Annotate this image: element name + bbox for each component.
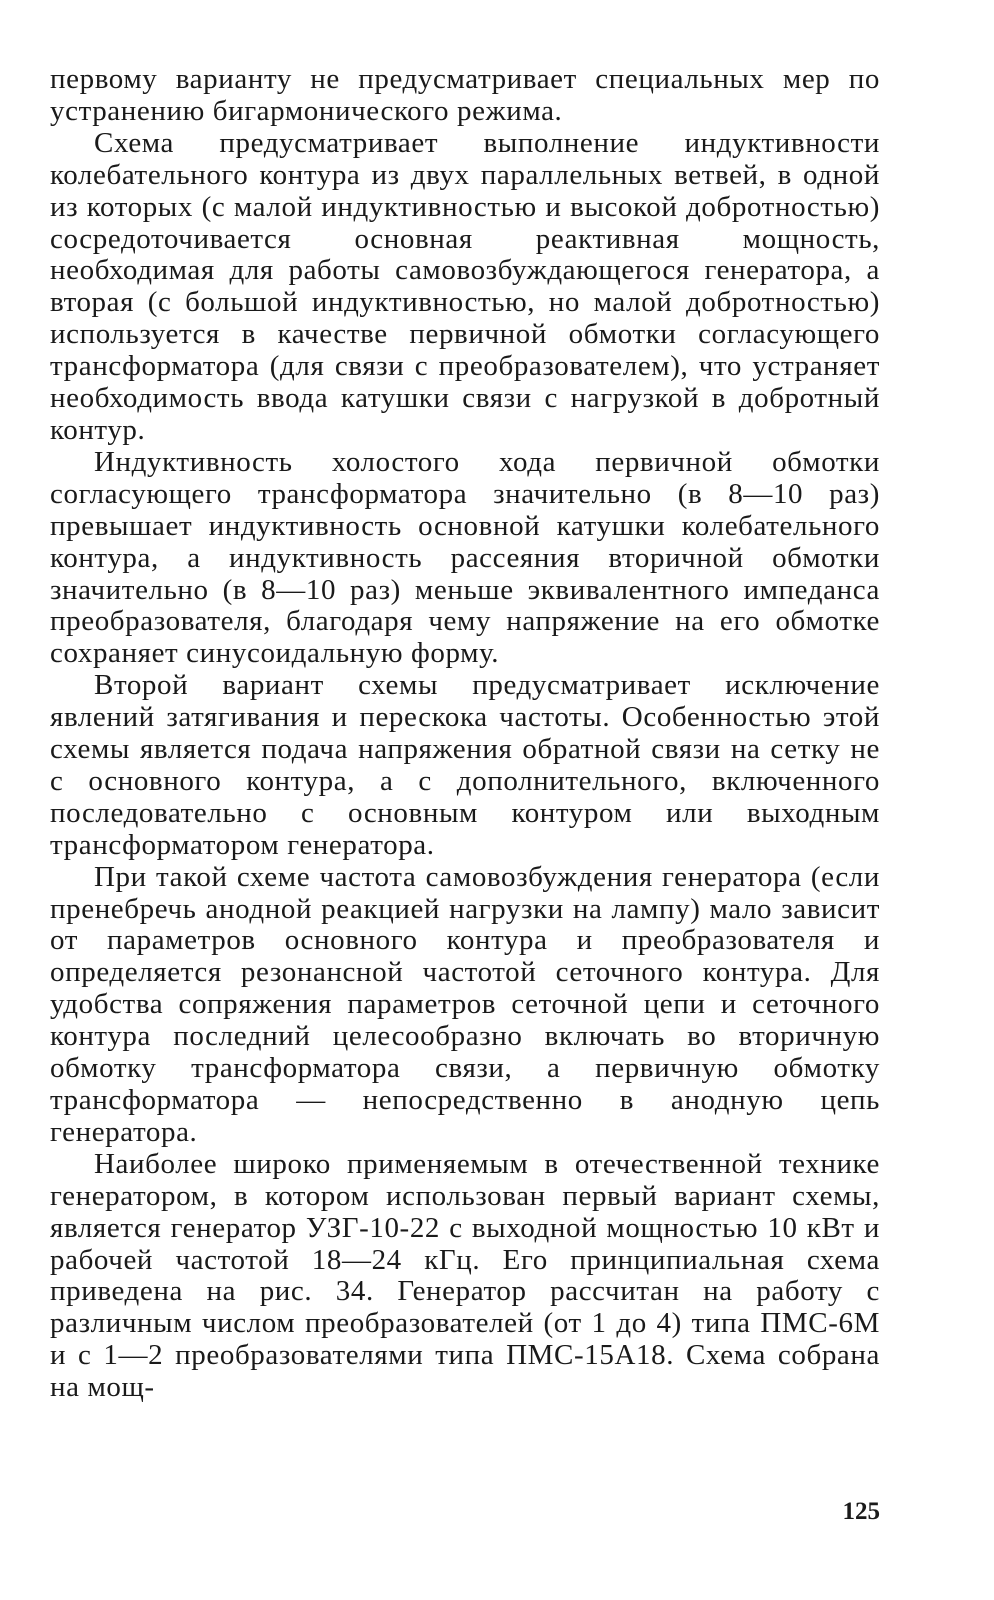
paragraph-1: первому варианту не предусматривает специальных мер по устранению бигармонического режима. <box>50 63 880 127</box>
paragraph-4: Второй вариант схемы предусматривает исключение явлений затягивания и перескока частоты. Особенностью этой схемы является подача напряжения обратной связи на сетку не с основного контура, а с дополнительного, включенного последовательно с основным контуром или выходным трансформатором генератора. <box>50 669 880 861</box>
paragraph-5: При такой схеме частота самовозбуждения генератора (если пренебречь анодной реакцией нагрузки на лампу) мало зависит от параметров основного контура и преобразователя и определяется резонансной частотой сеточного контура. Для удобства сопряжения параметров сеточной цепи и сеточного контура последний целесообразно включать во вторичную обмотку трансформатора связи, а первичную обмотку трансформатора — непосредственно в анодную цепь генератора. <box>50 860 880 1148</box>
page-body <box>50 64 880 1404</box>
paragraph-3: Индуктивность холостого хода первичной обмотки согласующего трансформатора значительно (в 8—10 раз) превышает индуктивность основной катушки колебательного контура, а индуктивность рассеяния вторичной обмотки значительно (в 8—10 раз) меньше эквивалентного импеданса преобразователя, благодаря чему напряжение на его обмотке сохраняет синусоидальную форму. <box>50 445 880 670</box>
page-number: 125 <box>842 1498 880 1525</box>
paragraph-6: Наиболее широко применяемым в отечественной технике генератором, в котором использован первый вариант схемы, является генератор УЗГ-10-22 с выходной мощностью 10 кВт и рабочей частотой 18—24 кГц. Его принципиальная схема приведена на рис. 34. Генератор рассчитан на работу с различным числом преобразователей (от 1 до 4) типа ПМС-6М и с 1—2 преобразователями типа ПМС-15А18. Схема собрана на мощ- <box>50 1147 880 1404</box>
paragraph-2: Схема предусматривает выполнение индуктивности колебательного контура из двух параллельных ветвей, в одной из которых (с малой индуктивностью и высокой добротностью) сосредоточивается основная реактивная мощность, необходимая для работы самовозбуждающегося генератора, а вторая (с большой индуктивностью, но малой добротностью) используется в качестве первичной обмотки согласующего трансформатора (для связи с преобразователем), что устраняет необходимость ввода катушки связи с нагрузкой в добротный контур. <box>50 126 880 446</box>
